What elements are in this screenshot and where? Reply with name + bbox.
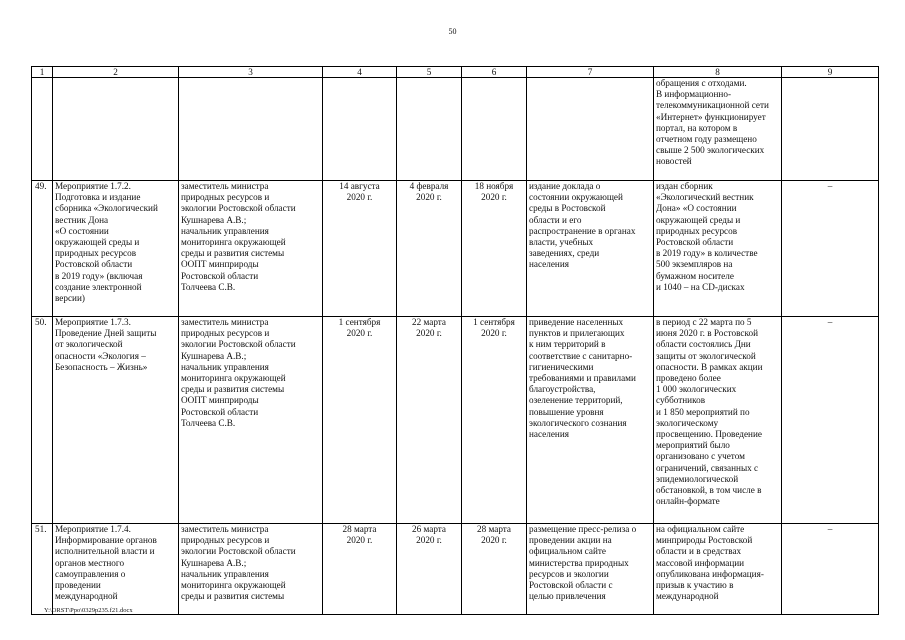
cell-result-fact: издан сборник «Экологический вестник Дона» «О состоянии окружающей среды и природных ресурсов Ростовской области в 2019 году» в количестве 500 экземпляров на бумажном носителе и 1040 – на CD-дисках <box>654 181 782 317</box>
cell-date-col6: 1 сентября 2020 г. <box>462 317 527 524</box>
column-header: 6 <box>462 67 527 78</box>
responsible-text: заместитель министра природных ресурсов и экологии Ростовской области Кушнарева А.В.; начальник управления мониторинга окружающей среды и развития системы <box>181 524 296 602</box>
column-header-row <box>32 67 879 78</box>
cell-result-plan: издание доклада о состоянии окружающей среды в Ростовской области и его распространение в органах власти, учебных заведениях, среди населения <box>527 181 654 317</box>
cell-empty <box>527 78 654 181</box>
cell-result-plan: приведение населенных пунктов и прилегающих к ним территорий в соответствие с санитарно- гигиеническими требованиями и правилами благоустройства, озеленение территорий, повышение уровня экологического сознания населения <box>527 317 654 524</box>
date-text: 28 марта 2020 г. <box>477 524 511 546</box>
cell-row-number <box>32 524 53 615</box>
note-text: – <box>827 524 833 534</box>
cell-empty <box>179 78 323 181</box>
row-number-text: 51. <box>35 524 47 534</box>
cell-responsible: заместитель министра природных ресурсов и экологии Ростовской области Кушнарева А.В.; начальник управления мониторинга окружающей среды и развития системы ООПТ минприроды Ростовской области Толчеева С.В. <box>179 317 323 524</box>
cell-note: – <box>782 181 879 317</box>
cell-responsible <box>179 524 323 615</box>
cell-date-col6 <box>462 524 527 615</box>
cell-result-fact: обращения с отходами. В информационно- телекоммуникационной сети «Интернет» функционирует портал, на котором в отчетном году размещено свыше 2 500 экологических новостей <box>654 78 782 181</box>
cell-date-col4: 14 августа 2020 г. <box>323 181 397 317</box>
cell-result-plan <box>527 524 654 615</box>
cell-empty <box>53 78 179 181</box>
table-row <box>32 317 879 524</box>
table-row <box>32 181 879 317</box>
cell-date-col5 <box>397 524 462 615</box>
cell-date-col5: 22 марта 2020 г. <box>397 317 462 524</box>
event-text: Мероприятие 1.7.4. Информирование органов исполнительной власти и органов местного самоуправления о проведении международной <box>55 524 157 602</box>
result-plan-text: размещение пресс-релиза о проведении акции на официальном сайте министерства природных ресурсов и экологии Ростовской области с целью привлечения <box>529 524 637 602</box>
cell-date-col6: 18 ноября 2020 г. <box>462 181 527 317</box>
cell-row-number: 50. <box>32 317 53 524</box>
column-header: 8 <box>654 67 782 78</box>
column-header: 5 <box>397 67 462 78</box>
date-text: 28 марта 2020 г. <box>342 524 377 546</box>
cell-note <box>782 524 879 615</box>
column-header: 7 <box>527 67 654 78</box>
cell-event: Мероприятие 1.7.2. Подготовка и издание сборника «Экологический вестник Дона «О состоянии окружающей среды и природных ресурсов Ростовской области в 2019 году» (включая создание электронной версии) <box>53 181 179 317</box>
column-header: 2 <box>53 67 179 78</box>
cell-result-fact <box>654 524 782 615</box>
file-path-footer: Y:\ORST\Ppo\0329p235.f21.docx <box>44 607 133 614</box>
cell-date-col4 <box>323 524 397 615</box>
cell-empty <box>462 78 527 181</box>
cell-empty <box>323 78 397 181</box>
cell-date-col4: 1 сентября 2020 г. <box>323 317 397 524</box>
cell-result-fact: в период с 22 марта по 5 июня 2020 г. в Ростовской области состоялись Дни защиты от экологической опасности. В рамках акции проведено более 1 000 экологических субботников и 1 850 мероприятий по экологическому просвещению. Проведение мероприятий было организовано с учетом ограничений, связанных с эпидемиологической обстановкой, в том числе в онлайн-формате <box>654 317 782 524</box>
report-table <box>31 66 879 615</box>
result-fact-text: на официальном сайте минприроды Ростовской области и в средствах массовой информации опубликована информация- призыв к участию в международной <box>656 524 764 602</box>
column-header: 1 <box>32 67 53 78</box>
date-text: 26 марта 2020 г. <box>412 524 446 546</box>
cell-event: Мероприятие 1.7.3. Проведение Дней защиты от экологической опасности «Экология – Безопасность – Жизнь» <box>53 317 179 524</box>
page-number: 50 <box>448 27 457 36</box>
column-header: 4 <box>323 67 397 78</box>
cell-empty <box>397 78 462 181</box>
cell-empty <box>782 78 879 181</box>
cell-date-col5: 4 февраля 2020 г. <box>397 181 462 317</box>
cell-event <box>53 524 179 615</box>
table-row <box>32 524 879 615</box>
column-header: 3 <box>179 67 323 78</box>
cell-responsible: заместитель министра природных ресурсов и экологии Ростовской области Кушнарева А.В.; начальник управления мониторинга окружающей среды и развития системы ООПТ минприроды Ростовской области Толчеева С.В. <box>179 181 323 317</box>
column-header: 9 <box>782 67 879 78</box>
cell-empty <box>32 78 53 181</box>
cell-row-number: 49. <box>32 181 53 317</box>
cell-note: – <box>782 317 879 524</box>
table-row-continuation <box>32 78 879 181</box>
